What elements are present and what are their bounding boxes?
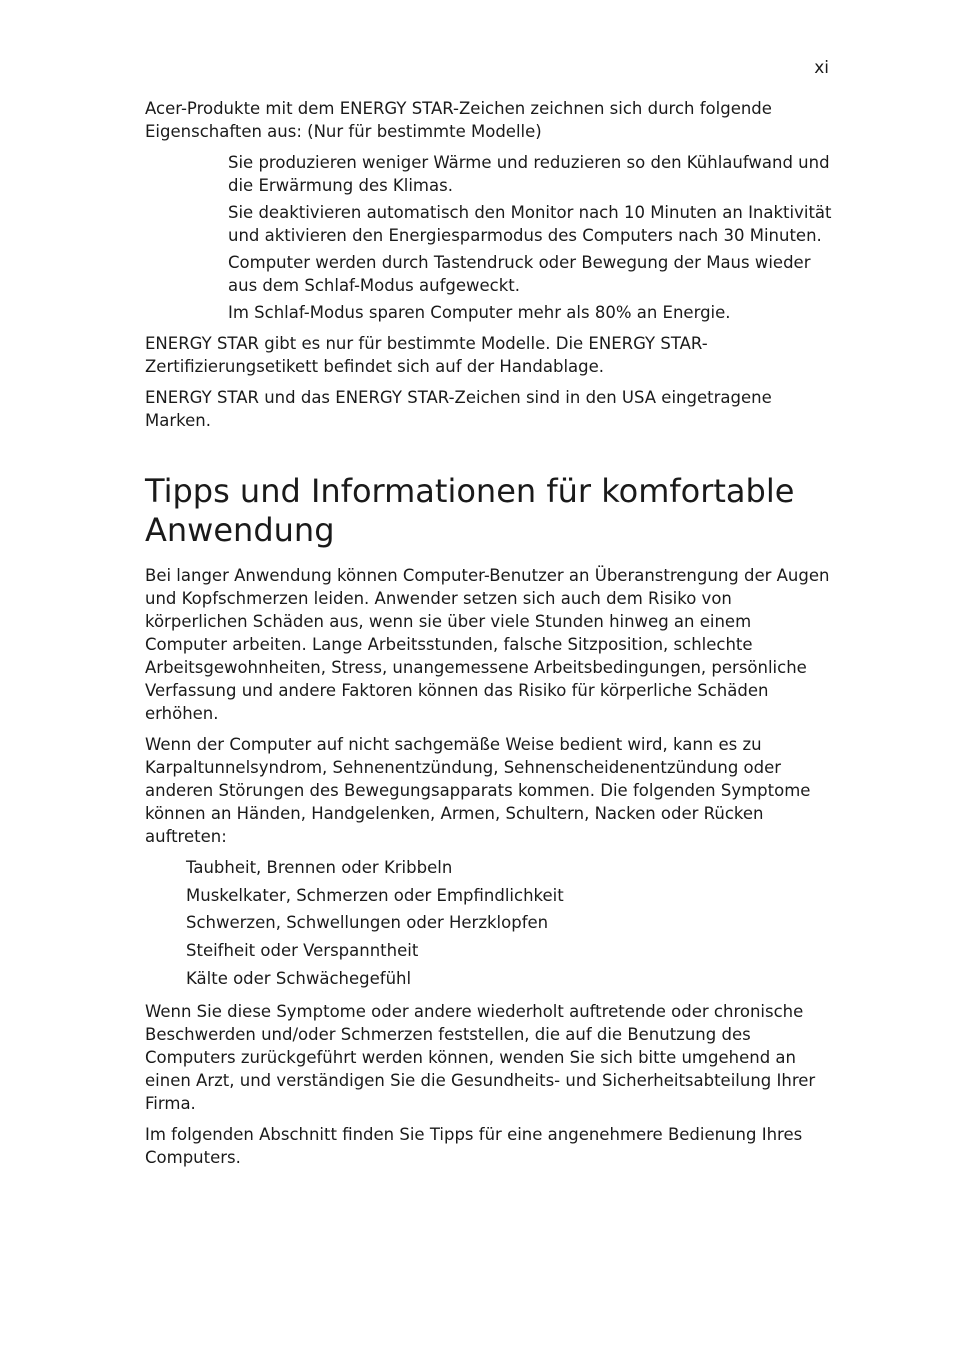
- symptom-item: Kälte oder Schwächegefühl: [186, 968, 412, 988]
- page-number: xi: [814, 58, 829, 78]
- symptom-item: Muskelkater, Schmerzen oder Empfindlichkeit: [186, 885, 564, 905]
- energy-star-feature: Sie produzieren weniger Wärme und reduzieren so den Kühlaufwand und die Erwärmung des Klimas.: [228, 153, 830, 195]
- energy-star-feature: Computer werden durch Tastendruck oder Bewegung der Maus wieder aus dem Schlaf-Modus aufgeweckt.: [228, 253, 811, 295]
- symptom-item: Steifheit oder Verspanntheit: [186, 941, 419, 961]
- energy-star-intro: Acer-Produkte mit dem ENERGY STAR-Zeichen zeichnen sich durch folgende Eigenschaften aus: (Nur für bestimmte Modelle): [145, 99, 772, 141]
- energy-star-trademark: ENERGY STAR und das ENERGY STAR-Zeichen sind in den USA eingetragene Marken.: [145, 388, 772, 430]
- page-content: [145, 97, 835, 1177]
- energy-star-availability: ENERGY STAR gibt es nur für bestimmte Modelle. Die ENERGY STAR-Zertifizierungsetikett befindet sich auf der Handablage.: [145, 334, 708, 376]
- symptom-item: Taubheit, Brennen oder Kribbeln: [186, 858, 453, 877]
- section-title: Tipps und Informationen für komfortable Anwendung: [145, 472, 795, 549]
- energy-star-feature: Sie deaktivieren automatisch den Monitor nach 10 Minuten an Inaktivität und aktivieren den Energiesparmodus des Computers nach 30 Minuten.: [228, 203, 832, 245]
- symptom-list: [186, 856, 835, 990]
- energy-star-feature-list: [228, 151, 835, 324]
- symptom-item: Schwerzen, Schwellungen oder Herzklopfen: [186, 913, 549, 933]
- energy-star-feature: Im Schlaf-Modus sparen Computer mehr als 80% an Energie.: [228, 303, 731, 322]
- comfort-paragraph-3: Wenn Sie diese Symptome oder andere wiederholt auftretende oder chronische Beschwerden und/oder Schmerzen feststellen, die auf die Benutzung des Computers zurückgeführt werden können, wenden Sie sich bitte umgehend an einen Arzt, und verständigen Sie die Gesundheits- und Sicherheitsabteilung Ihrer Firma.: [145, 1001, 816, 1113]
- comfort-paragraph-1: Bei langer Anwendung können Computer-Benutzer an Überanstrengung der Augen und Kopfschmerzen leiden. Anwender setzen sich auch dem Risiko von körperlichen Schäden aus, wenn sie über viele Stunden hinweg an einem Computer arbeiten. Lange Arbeitsstunden, falsche Sitzposition, schlechte Arbeitsgewohnheiten, Stress, unangemessene Arbeitsbedingungen, persönliche Verfassung und andere Faktoren können das Risiko für körperliche Schäden erhöhen.: [145, 566, 830, 723]
- comfort-paragraph-4: Im folgenden Abschnitt finden Sie Tipps für eine angenehmere Bedienung Ihres Computers.: [145, 1124, 803, 1167]
- comfort-paragraph-2: Wenn der Computer auf nicht sachgemäße Weise bedient wird, kann es zu Karpaltunnelsyndrom, Sehnenentzündung, Sehnenscheidenentzündung oder anderen Störungen des Bewegungsapparats kommen. Die folgenden Symptome können an Händen, Handgelenken, Armen, Schultern, Nacken oder Rücken auftreten:: [145, 735, 811, 846]
